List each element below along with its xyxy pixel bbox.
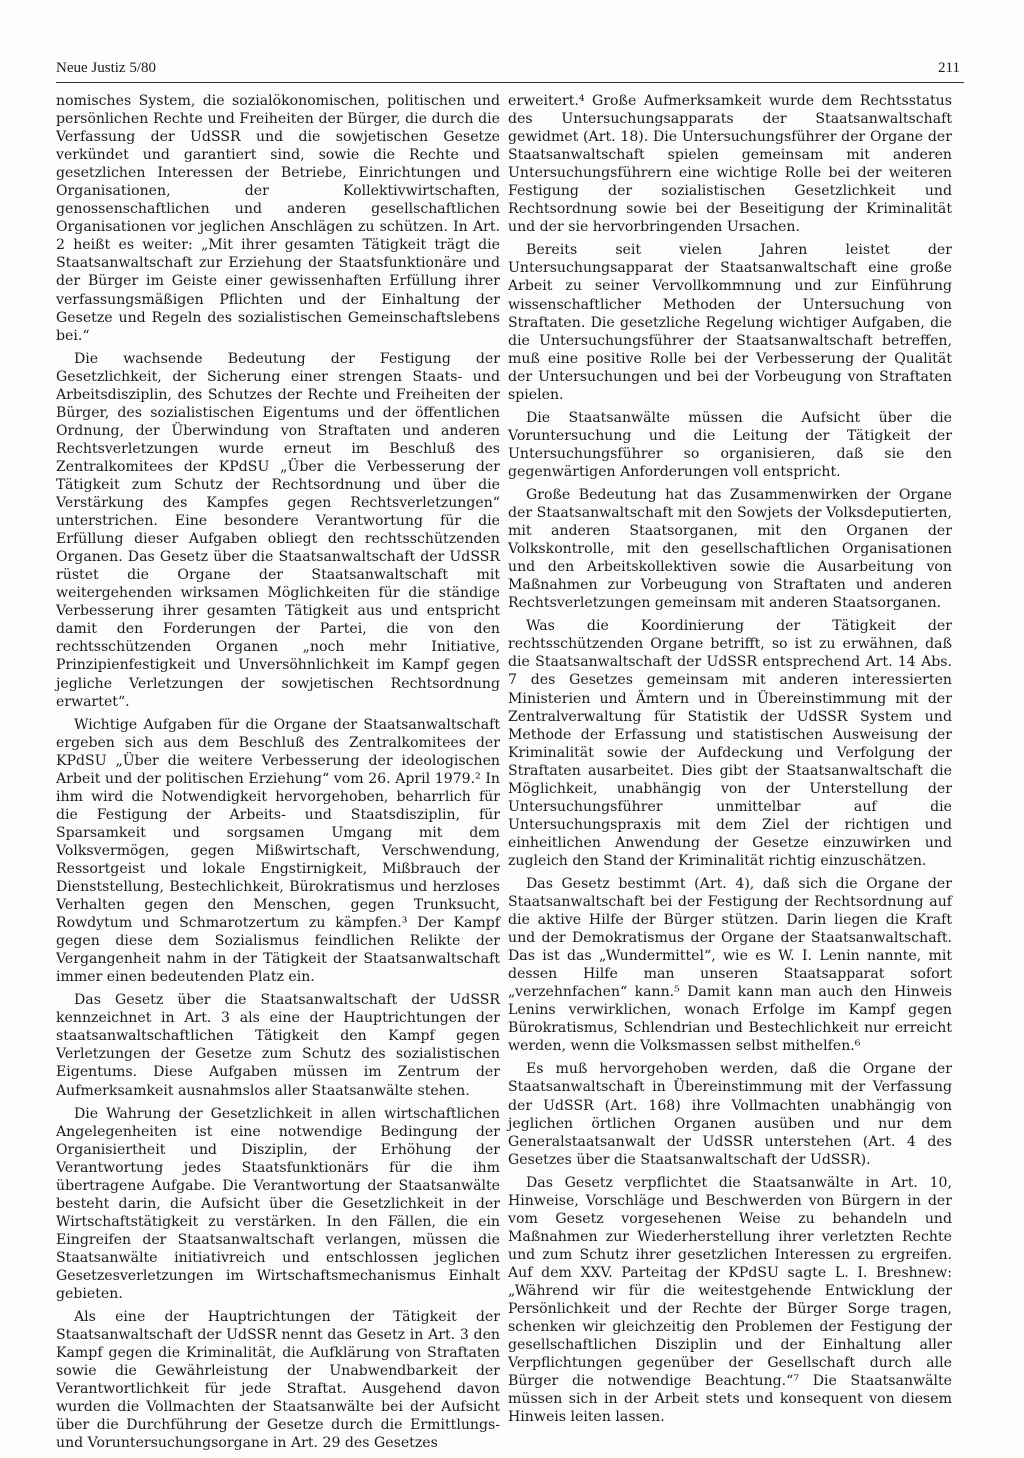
paragraph: erweitert.⁴ Große Aufmerksamkeit wurde dem Rechtsstatus des Untersuchungsapparats der Staatsanwaltschaft gewidmet (Art. 18). Die Untersuchungsführer der Organe der Staatsanwaltschaft spielen gemeinsam mit anderen Untersuchungsführern eine wichtige Rolle bei der weiteren Festigung der sozialistischen Gesetzlichkeit und Rechtsordnung sowie bei der Beseitigung der Kriminalität und der sie hervorbringenden Ursachen. — [508, 93, 952, 236]
paragraph: Die wachsende Bedeutung der Festigung der Gesetzlichkeit, der Sicherung einer strengen Staats- und Arbeitsdisziplin, des Schutzes der Rechte und Freiheiten der Bürger, des sozialistischen Eigentums und der öffentlichen Ordnung, der Überwindung von Straftaten und anderen Rechtsverletzungen wurde erneut im Beschluß des Zentralkomitees der KPdSU „Über die Verbesserung der Tätigkeit zum Schutz der Rechtsordnung und über die Verstärkung des Kampfes gegen Rechtsverletzungen“ unterstrichen. Eine besondere Verantwortung für die Erfüllung dieser Aufgaben obliegt den rechtsschützenden Organen. Das Gesetz über die Staatsanwaltschaft der UdSSR rüstet die Organe der Staatsanwaltschaft mit weitergehenden wirksamen Möglichkeiten für die ständige Verbesserung ihrer gesamten Tätigkeit aus und entspricht damit den Forderungen der Partei, die von den rechtsschützenden Organen „noch mehr Initiative, Prinzipienfestigkeit und Unversöhnlichkeit im Kampf gegen jegliche Verletzungen der sowjetischen Rechtsordnung erwartet“. — [56, 350, 500, 710]
paragraph: Wichtige Aufgaben für die Organe der Staatsanwaltschaft ergeben sich aus dem Beschluß des Zentralkomitees der KPdSU „Über die weitere Verbesserung der ideologischen Arbeit und der politischen Erziehung“ vom 26. April 1979.² In ihm wird die Notwendigkeit hervorgehoben, beharrlich für die Festigung der Arbeits- und Staatsdisziplin, für Sparsamkeit und sorgsamen Umgang mit dem Volksvermögen, gegen Mißwirtschaft, Verschwendung, Ressortgeist und lokale Engstirnigkeit, Mißbrauch der Dienststellung, Bestechlichkeit, Bürokratismus und herzloses Verhalten gegen den Menschen, gegen Trunksucht, Rowdytum und Schmarotzertum zu kämpfen.³ Der Kampf gegen diese dem Sozialismus feindlichen Relikte der Vergangenheit nahm in der Tätigkeit der Staatsanwaltschaft immer einen bedeutenden Platz ein. — [56, 716, 500, 986]
paragraph: nomisches System, die sozialökonomischen, politischen und persönlichen Rechte und Freiheiten der Bürger, die durch die Verfassung der UdSSR und die sowjetischen Gesetze verkündet und garantiert sind, sowie die Rechte und gesetzlichen Interessen der Betriebe, Einrichtungen und Organisationen, der Kollektivwirtschaften, genossenschaftlichen und anderen gesellschaftlichen Organisationen vor jeglichen Anschlägen zu schützen. In Art. 2 heißt es weiter: „Mit ihrer gesamten Tätigkeit trägt die Staatsanwaltschaft zur Erziehung der Staatsfunktionäre und der Bürger im Geiste einer gewissenhaften Erfüllung ihrer verfassungsmäßigen Pflichten und der Einhaltung der Gesetze und Regeln des sozialistischen Gemeinschaftslebens bei.“ — [56, 93, 500, 344]
paragraph: Die Staatsanwälte müssen die Aufsicht über die Voruntersuchung und die Leitung der Tätigkeit der Untersuchungsführer so organisieren, daß sie den gegenwärtigen Anforderungen voll entspricht. — [508, 409, 952, 480]
paragraph: Es muß hervorgehoben werden, daß die Organe der Staatsanwaltschaft in Übereinstimmung mit der Verfassung der UdSSR (Art. 168) ihre Vollmachten unabhängig von jeglichen örtlichen Organen ausüben und nur dem Generalstaatsanwalt der UdSSR unterstehen (Art. 4 des Gesetzes über die Staatsanwaltschaft der UdSSR). — [508, 1061, 952, 1168]
paragraph: Das Gesetz bestimmt (Art. 4), daß sich die Organe der Staatsanwaltschaft bei der Festigung der Rechtsordnung auf die aktive Hilfe der Bürger stützen. Darin liegen die Kraft und der Demokratismus der Organe der Staatsanwaltschaft. Das ist das „Wundermittel“, wie es W. I. Lenin nannte, mit dessen Hilfe man unseren Staatsapparat sofort „verzehnfachen“ kann.⁵ Damit kann man auch den Hinweis Lenins verwirklichen, wonach Erfolge im Kampf gegen Bürokratismus, Schlendrian und Bestechlichkeit nur erreicht werden, wenn die Volksmassen selbst mithelfen.⁶ — [508, 875, 952, 1055]
paragraph: Die Wahrung der Gesetzlichkeit in allen wirtschaftlichen Angelegenheiten ist eine notwendige Bedingung der Organisiertheit und Disziplin, der Erhöhung der Verantwortung jedes Staatsfunktionärs für die ihm übertragene Aufgabe. Die Verantwortung der Staatsanwälte besteht darin, die Aufsicht über die Gesetzlichkeit in der Wirtschaftstätigkeit zu verstärken. In den Fällen, die ein Eingreifen der Staatsanwaltschaft verlangen, müssen die Staatsanwälte initiativreich und entschlossen jeglichen Gesetzesverletzungen im Wirtschaftsmechanismus Einhalt gebieten. — [56, 1105, 500, 1303]
paragraph: Das Gesetz verpflichtet die Staatsanwälte in Art. 10, Hinweise, Vorschläge und Beschwerden von Bürgern in der vom Gesetz vorgesehenen Weise zu behandeln und Maßnahmen zur Wiederherstellung ihrer verletzten Rechte und zum Schutz ihrer gesetzlichen Interessen zu ergreifen. Auf dem XXV. Parteitag der KPdSU sagte L. I. Breshnew: „Während wir für die weitestgehende Entwicklung der Persönlichkeit und der Rechte der Bürger Sorge tragen, schenken wir gleichzeitig den Problemen der Festigung der gesellschaftlichen Disziplin und der Einhaltung aller Verpflichtungen gegenüber der Gesellschaft durch alle Bürger die notwendige Beachtung.“⁷ Die Staatsanwälte müssen sich in der Arbeit stets und konsequent von diesem Hinweis leiten lassen. — [508, 1174, 952, 1426]
header-rule — [56, 82, 964, 83]
paragraph: Bereits seit vielen Jahren leistet der Untersuchungsapparat der Staatsanwaltschaft eine große Arbeit zu seiner Vervollkommnung und zur Einführung wissenschaftlicher Methoden der Untersuchung von Straftaten. Die gesetzliche Regelung wichtiger Aufgaben, die die Untersuchungsführer der Staatsanwaltschaft betreffen, muß eine positive Rolle bei der Verbesserung der Qualität der Untersuchungen und bei der Vorbeugung von Straftaten spielen. — [508, 242, 952, 403]
left-column — [56, 92, 500, 1457]
page-number: 211 — [938, 60, 960, 76]
right-column — [508, 92, 952, 1431]
journal-title: Neue Justiz 5/80 — [56, 60, 156, 76]
page-header — [46, 58, 966, 80]
paragraph: Das Gesetz über die Staatsanwaltschaft der UdSSR kennzeichnet in Art. 3 als eine der Hauptrichtungen der staatsanwaltschaftlichen Tätigkeit den Kampf gegen Verletzungen der Gesetze zum Schutz des sozialistischen Eigentums. Diese Aufgaben müssen im Zentrum der Aufmerksamkeit ausnahmslos aller Staatsanwälte stehen. — [56, 992, 500, 1099]
paragraph: Große Bedeutung hat das Zusammenwirken der Organe der Staatsanwaltschaft mit den Sowjets der Volksdeputierten, mit anderen Staatsorganen, mit den Organen der Volkskontrolle, mit den gesellschaftlichen Organisationen und den Arbeitskollektiven sowie die Ausarbeitung von Maßnahmen zur Vorbeugung von Straftaten und anderen Rechtsverletzungen gemeinsam mit anderen Staatsorganen. — [508, 486, 952, 612]
paragraph: Als eine der Hauptrichtungen der Tätigkeit der Staatsanwaltschaft der UdSSR nennt das Gesetz in Art. 3 den Kampf gegen die Kriminalität, die Aufklärung von Straftaten sowie die Gewährleistung der Unabwendbarkeit der Verantwortlichkeit für jede Straftat. Ausgehend davon wurden die Vollmachten der Staatsanwälte bei der Aufsicht über die Durchführung der Gesetze durch die Ermittlungs- und Voruntersuchungsorgane in Art. 29 des Gesetzes — [56, 1309, 500, 1452]
paragraph: Was die Koordinierung der Tätigkeit der rechtsschützenden Organe betrifft, so ist zu erwähnen, daß die Staatsanwaltschaft der UdSSR entsprechend Art. 14 Abs. 7 des Gesetzes gemeinsam mit anderen interessierten Ministerien und Ämtern und in Übereinstimmung mit der Zentralverwaltung für Statistik der UdSSR System und Methode der Erfassung und statistischen Ausweisung der Kriminalität sowie der Aufdeckung und Verfolgung der Straftaten ausarbeitet. Dies gibt der Staatsanwaltschaft die Möglichkeit, unabhängig von der Unterstellung der Untersuchungsführer unmittelbar auf die Untersuchungspraxis mit dem Ziel der richtigen und einheitlichen Anwendung der Gesetze einzuwirken und zugleich den Stand der Kriminalität richtig einzuschätzen. — [508, 618, 952, 869]
